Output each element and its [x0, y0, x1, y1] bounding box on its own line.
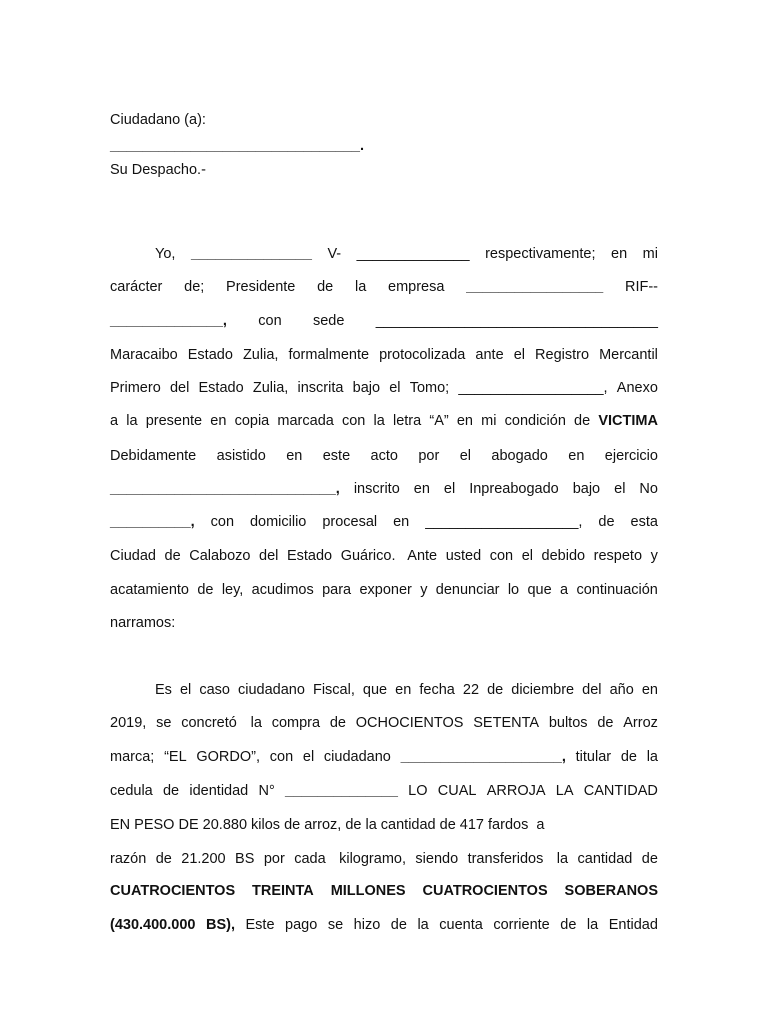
p2-line-7: CUATROCIENTOS TREINTA MILLONES CUATROCIENTOS SOBERANOS	[110, 883, 658, 899]
p2-line-2: 2019, se concretó la compra de OCHOCIENTOS SETENTA bultos de Arroz	[110, 715, 658, 731]
p2-line-3: marca; “EL GORDO”, con el ciudadano ____________________, titular de la	[110, 749, 658, 765]
p1-line-11: acatamiento de ley, acudimos para exponer y denunciar lo que a continuación	[110, 582, 658, 598]
p2-line-8: (430.400.000 BS), Este pago se hizo de la cuenta corriente de la Entidad	[110, 917, 658, 933]
addressee-line: Ciudadano (a):	[110, 112, 206, 128]
p1-line-10: Ciudad de Calabozo del Estado Guárico. Ante usted con el debido respeto y	[110, 548, 658, 564]
p1-line-9: __________, con domicilio procesal en ___________________, de esta	[110, 514, 658, 530]
p1-line-1: Yo, _______________ V- ______________ respectivamente; en mi	[155, 246, 658, 262]
p2-line-6: razón de 21.200 BS por cada kilogramo, siendo transferidos la cantidad de	[110, 851, 658, 867]
p2-line-5: EN PESO DE 20.880 kilos de arroz, de la cantidad de 417 fardos a	[110, 817, 545, 833]
p1-line-2: carácter de; Presidente de la empresa _________________ RIF--	[110, 279, 658, 295]
p1-line-7: Debidamente asistido en este acto por el abogado en ejercicio	[110, 448, 658, 464]
p1-line-4: Maracaibo Estado Zulia, formalmente protocolizada ante el Registro Mercantil	[110, 347, 658, 363]
p2-line-1: Es el caso ciudadano Fiscal, que en fecha 22 de diciembre del año en	[155, 682, 658, 698]
p1-line-6: a la presente en copia marcada con la letra “A” en mi condición de VICTIMA	[110, 413, 658, 429]
p1-line-3: ______________, con sede ___________________________________	[110, 313, 658, 329]
p2-line-4: cedula de identidad N° ______________ LO CUAL ARROJA LA CANTIDAD	[110, 783, 658, 799]
p1-line-5: Primero del Estado Zulia, inscrita bajo el Tomo; __________________, Anexo	[110, 380, 658, 396]
p1-line-12: narramos:	[110, 615, 176, 631]
office-line: Su Despacho.-	[110, 162, 206, 178]
addressee-blank: _______________________________.	[110, 138, 365, 154]
p1-line-8: ____________________________, inscrito en el Inpreabogado bajo el No	[110, 481, 658, 497]
